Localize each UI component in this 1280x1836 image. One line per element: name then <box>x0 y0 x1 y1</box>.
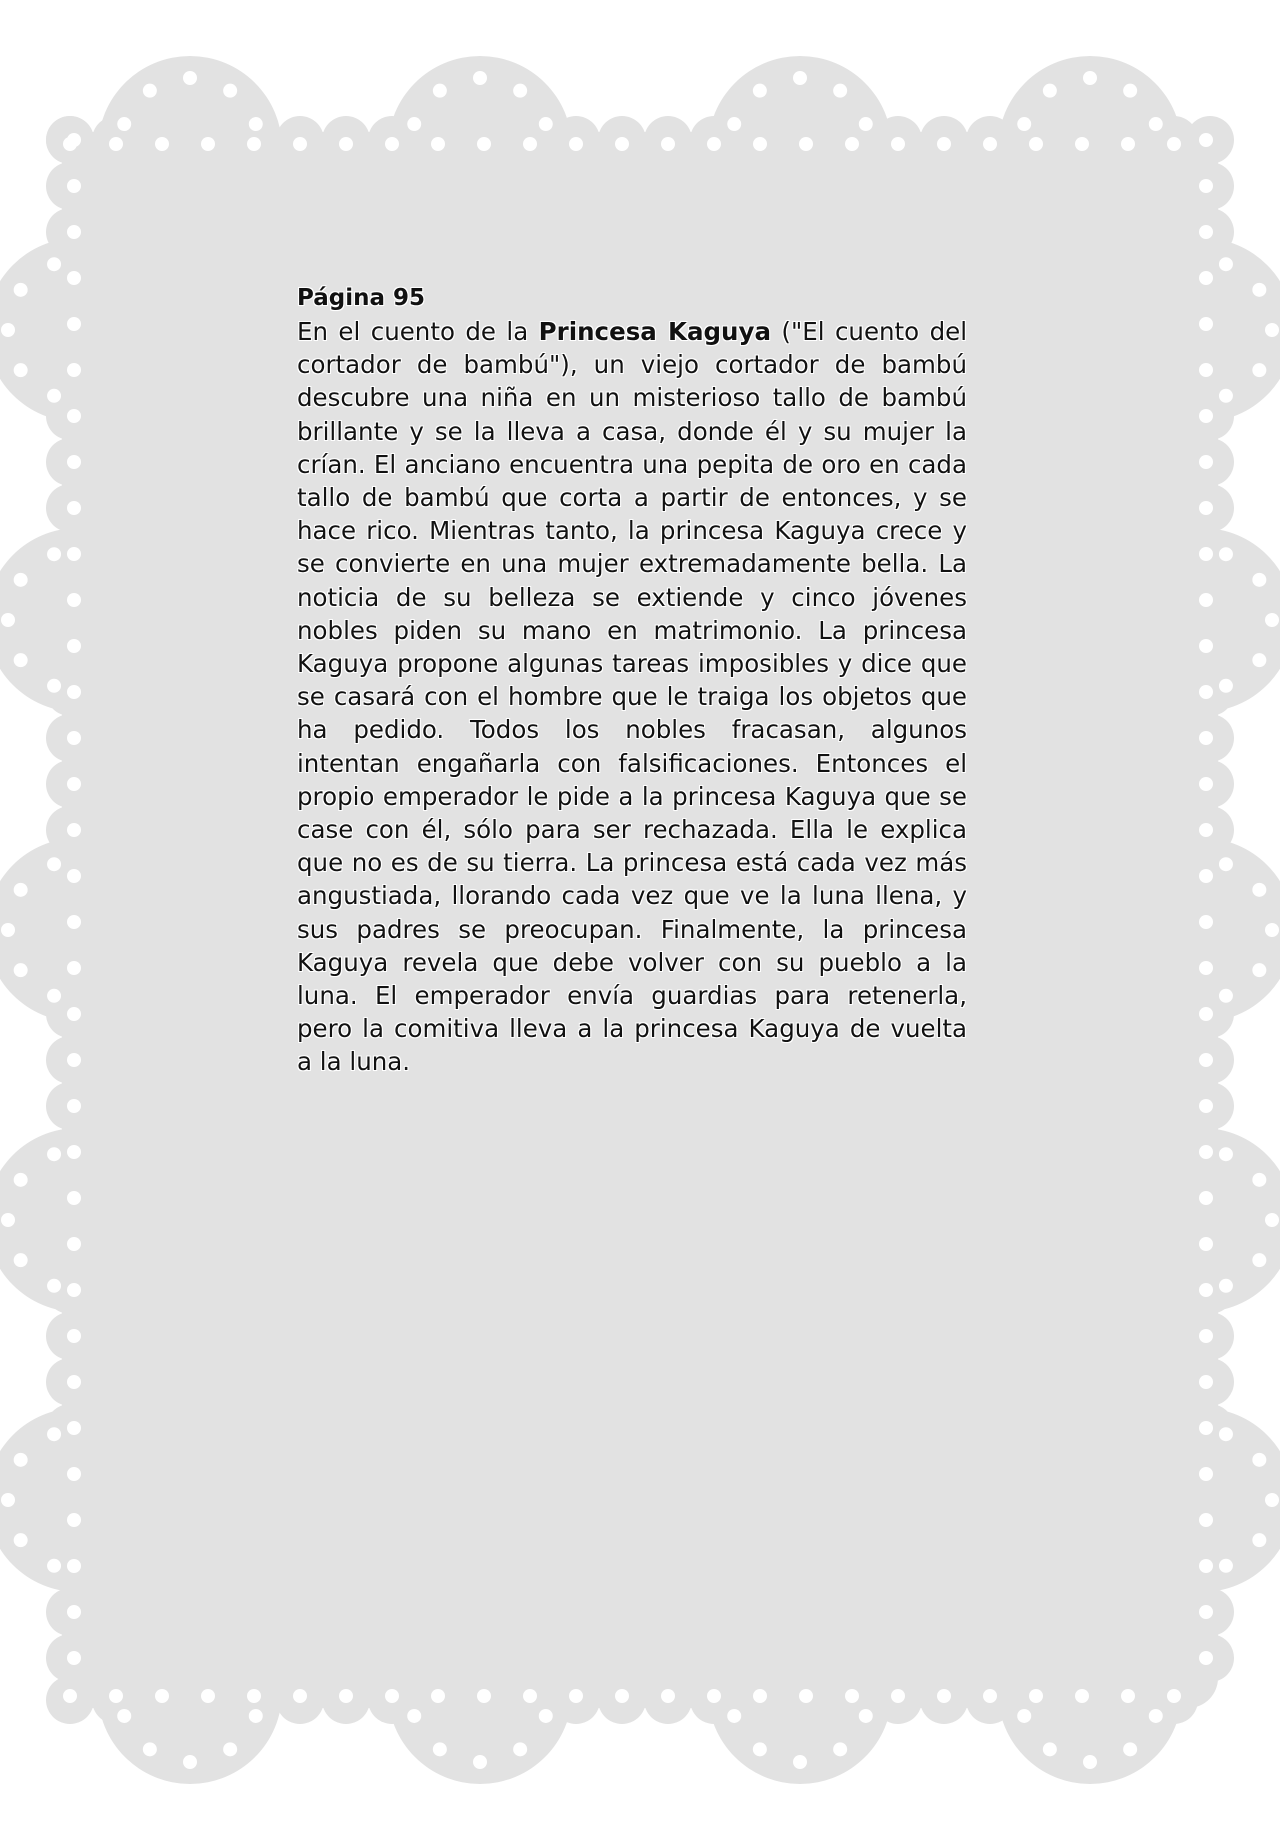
story-text <box>297 315 967 1079</box>
story-block <box>297 282 967 1079</box>
story-body: ("El cuento del cortador de bambú"), un viejo cortador de bambú descubre una niña en un misterioso tallo de bambú brillante y se la lleva a casa, donde él y su mujer la crían. El anciano encuentra una pepita de oro en cada tallo de bambú que corta a partir de entonces, y se hace rico. Mientras tanto, la princesa Kaguya crece y se convierte en una mujer extremadamente bella. La noticia de su belleza se extiende y cinco jóvenes nobles piden su mano en matrimonio. La princesa Kaguya propone algunas tareas imposibles y dice que se casará con el hombre que le traiga los objetos que ha pedido. Todos los nobles fracasan, algunos intentan engañarla con falsificaciones. Entonces el propio emperador le pide a la princesa Kaguya que se case con él, sólo para ser rechazada. Ella le explica que no es de su tierra. La princesa está cada vez más angustiada, llorando cada vez que ve la luna llena, y sus padres se preocupan. Finalmente, la princesa Kaguya revela que debe volver con su pueblo a la luna. El emperador envía guardias para retenerla, pero la comitiva lleva a la princesa Kaguya de vuelta a la luna. <box>297 317 968 1077</box>
story-intro: En el cuento de la <box>297 317 529 346</box>
story-title-name: Princesa Kaguya <box>538 317 771 346</box>
page-number: Página 95 <box>297 285 426 311</box>
